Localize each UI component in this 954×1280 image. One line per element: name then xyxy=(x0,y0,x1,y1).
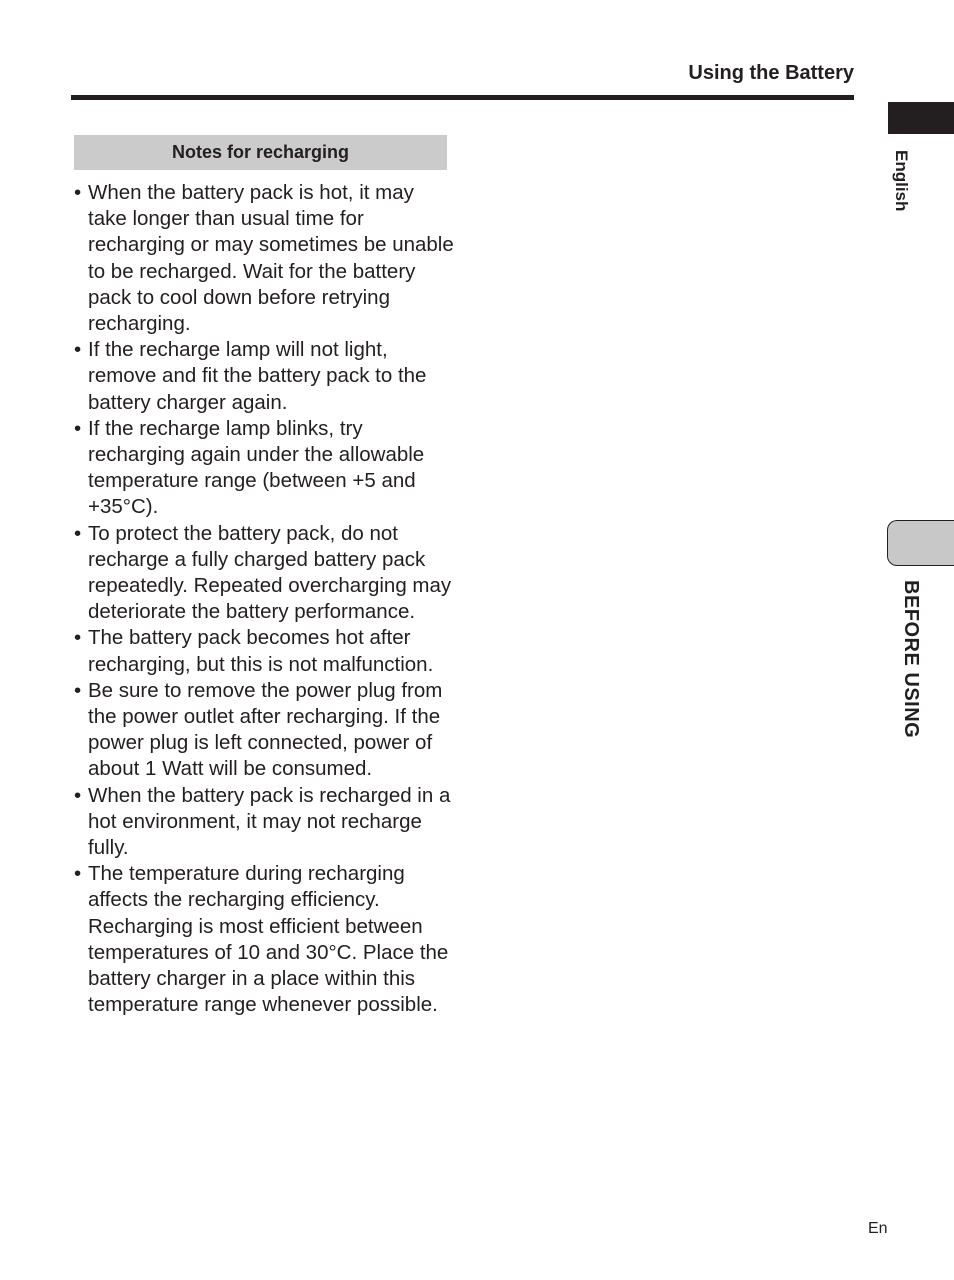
bullet-icon: • xyxy=(74,181,82,204)
list-item-text: The temperature during recharging affects the recharging efficiency. Recharging is most efficient between temperatures of 10 and 30°C. Place the battery charger in a place within this temperature range whenever possible. xyxy=(88,862,449,1017)
bullet-icon: • xyxy=(74,783,82,807)
list-item xyxy=(74,180,454,337)
list-item-text: If the recharge lamp will not light, remove and fit the battery pack to the battery charger again. xyxy=(88,338,427,414)
list-item xyxy=(74,521,454,626)
section-tab-marker xyxy=(887,520,954,566)
side-label-english: English xyxy=(892,150,911,212)
list-item-text: The battery pack becomes hot after recharging, but this is not malfunction. xyxy=(88,626,434,676)
list-item-text: When the battery pack is recharged in a hot environment, it may not recharge fully. xyxy=(88,783,451,860)
bullet-icon: • xyxy=(74,678,82,702)
notes-heading: Notes for recharging xyxy=(74,135,447,170)
bullet-icon: • xyxy=(74,626,82,650)
header-rule xyxy=(71,95,854,100)
list-item xyxy=(74,416,454,521)
notes-list xyxy=(74,180,454,1019)
list-item xyxy=(74,783,454,862)
list-item-text: Be sure to remove the power plug from the power outlet after recharging. If the power plug is left connected, power of about 1 Watt will be consumed. xyxy=(88,678,443,781)
list-item-text: When the battery pack is hot, it may take longer than usual time for recharging or may sometimes be unable to be recharged. Wait for the battery pack to cool down before retrying recharging. xyxy=(88,181,454,336)
list-item xyxy=(74,625,454,677)
bullet-icon: • xyxy=(74,338,82,362)
list-item xyxy=(74,678,454,783)
bullet-icon: • xyxy=(74,521,82,545)
bullet-icon: • xyxy=(74,862,82,886)
list-item-text: To protect the battery pack, do not recharge a fully charged battery pack repeatedly. Repeated overcharging may deteriorate the battery performance. xyxy=(88,521,452,624)
page-number: En xyxy=(868,1220,888,1237)
list-item xyxy=(74,861,454,1018)
side-label-before-using: BEFORE USING xyxy=(900,580,922,739)
list-item-text: If the recharge lamp blinks, try recharging again under the allowable temperature range (between +5 and +35°C). xyxy=(88,416,425,519)
language-tab-marker xyxy=(888,102,954,134)
bullet-icon: • xyxy=(74,416,82,440)
page-header-title: Using the Battery xyxy=(688,62,854,84)
list-item xyxy=(74,337,454,416)
